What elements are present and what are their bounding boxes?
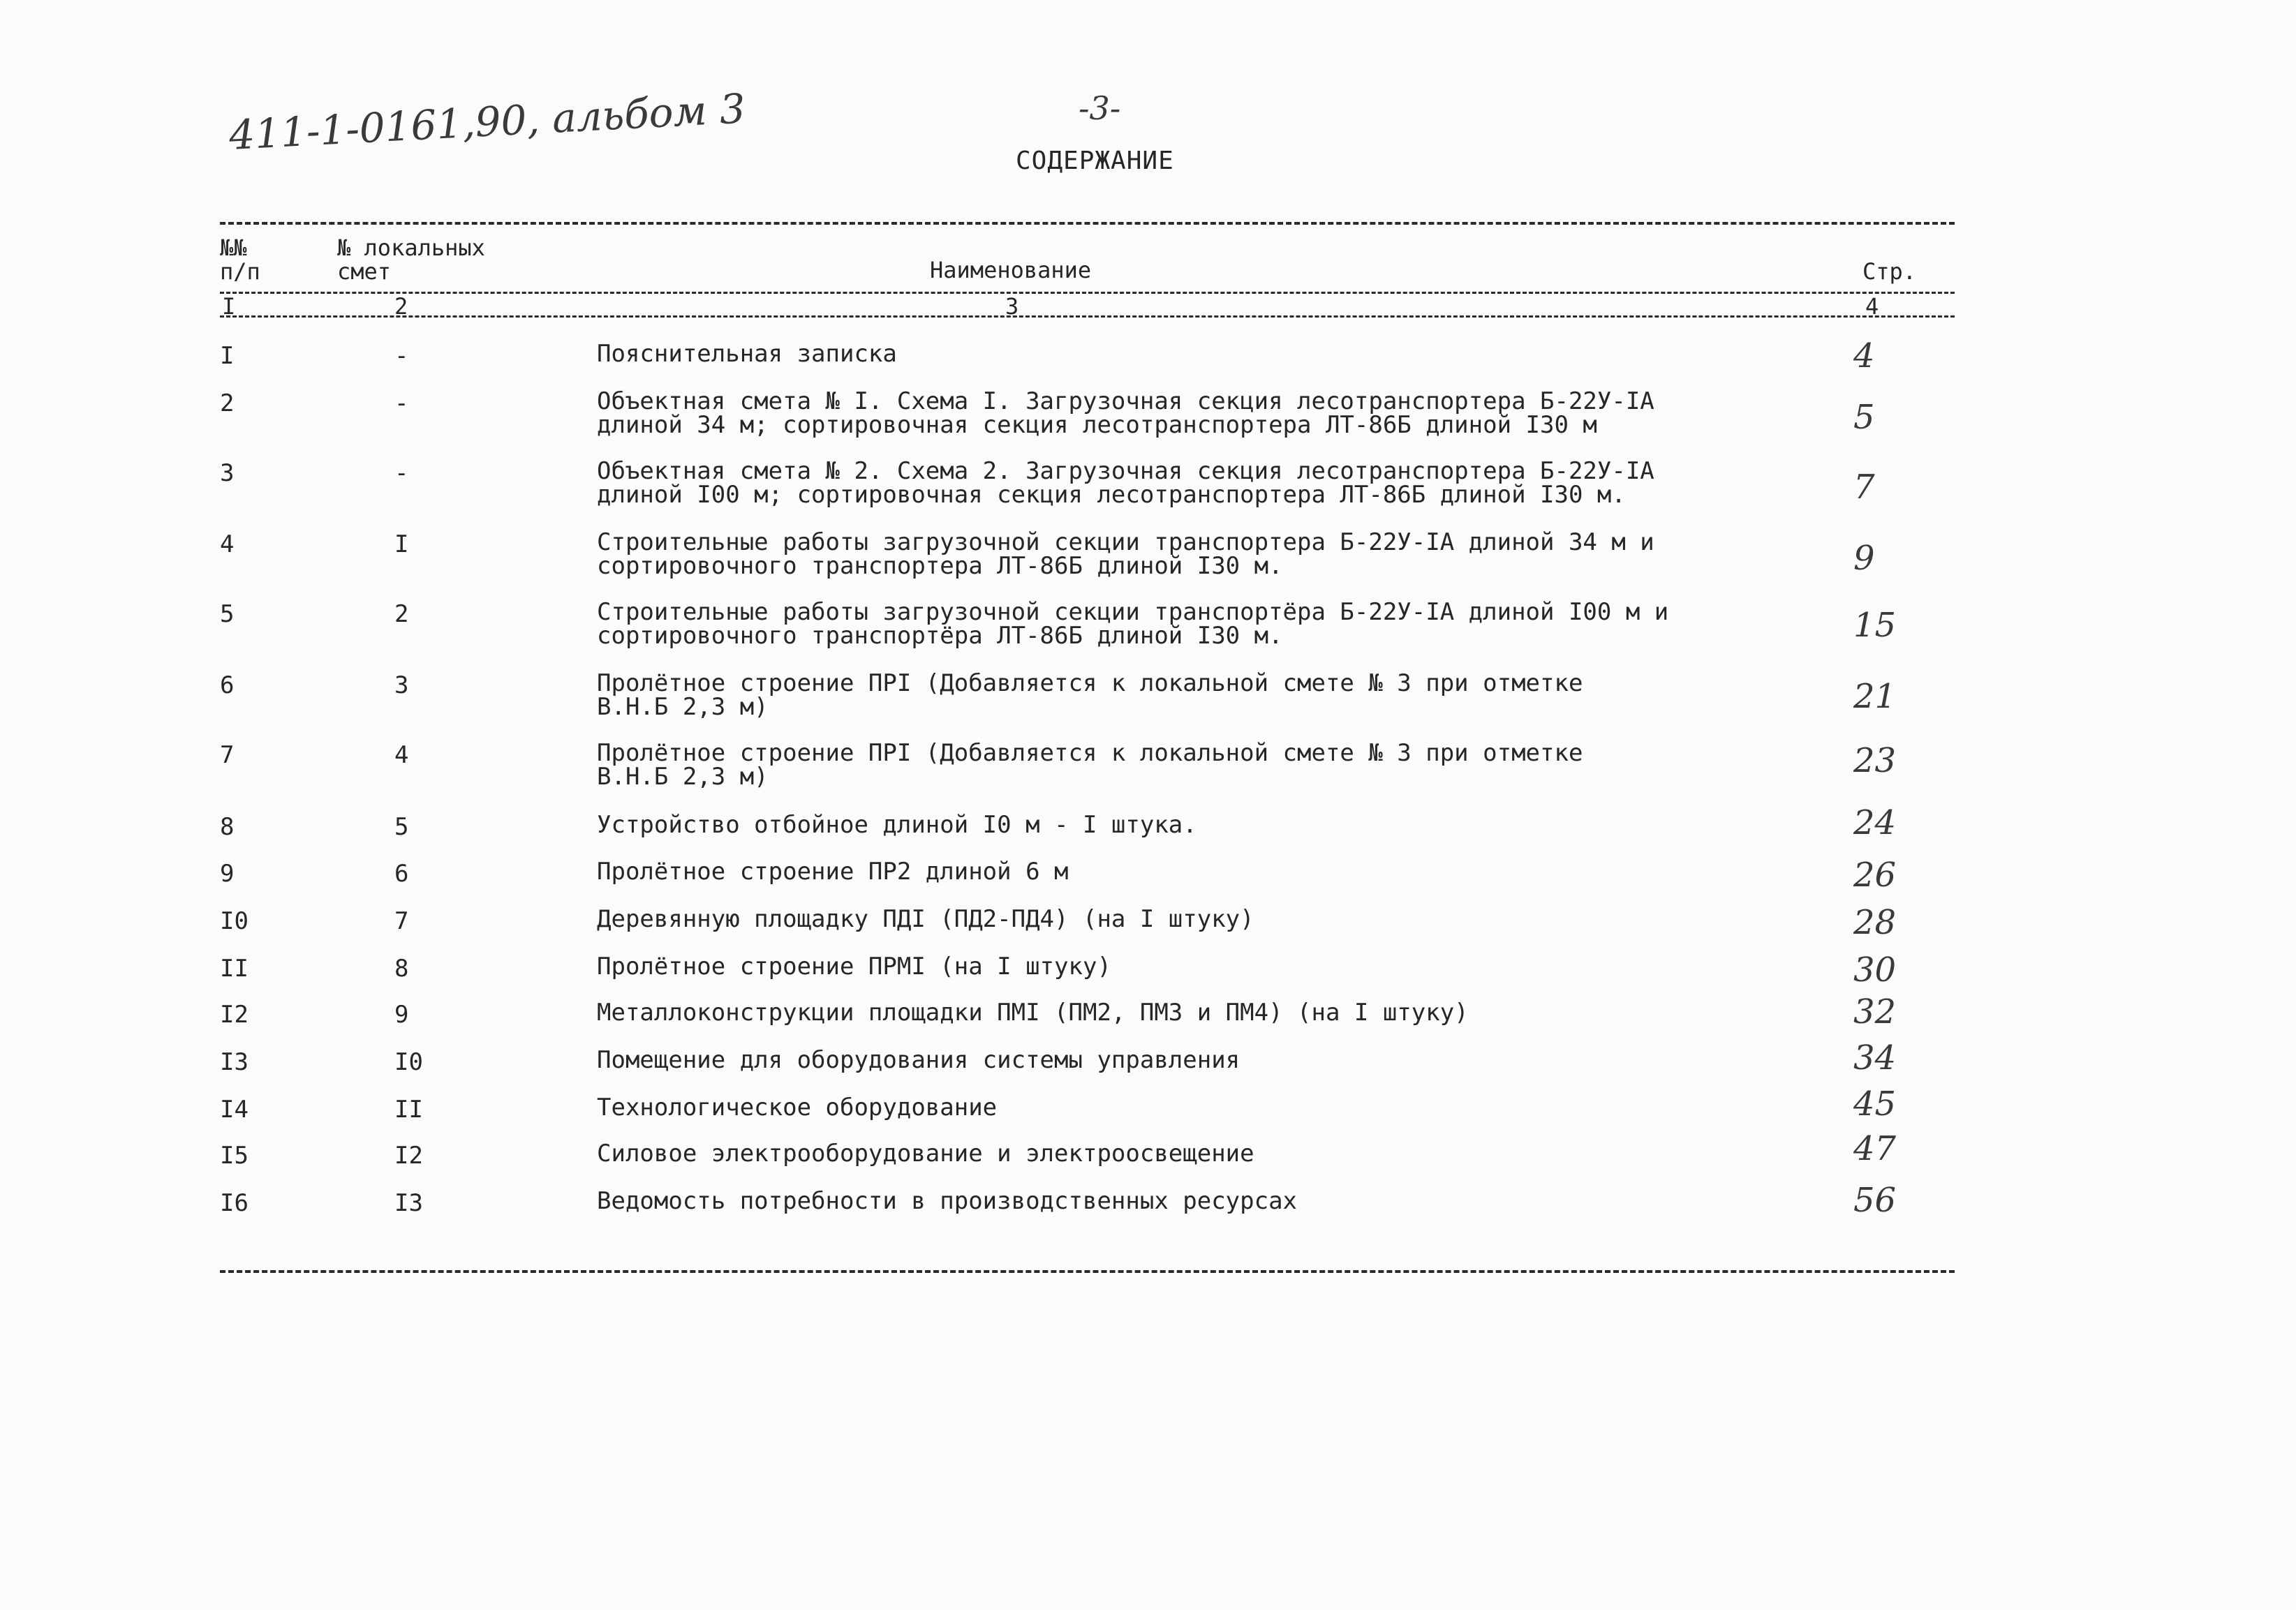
- column-header-local-line2: смет: [337, 258, 392, 285]
- row-number: I4: [220, 1096, 249, 1124]
- row-name: [597, 741, 1583, 789]
- row-local-estimate: 9: [394, 1001, 409, 1029]
- row-number: 7: [220, 741, 235, 769]
- row-local-estimate: 7: [394, 907, 409, 935]
- column-number-4: 4: [1865, 293, 1879, 320]
- column-header-page: Стр.: [1862, 258, 1917, 285]
- column-header-number: [220, 236, 260, 283]
- row-name: [597, 813, 1197, 837]
- row-name-line: Пояснительная записка: [597, 340, 897, 368]
- row-name-line: Технологическое оборудование: [597, 1094, 998, 1121]
- row-page: 15: [1853, 606, 1897, 645]
- row-number: 2: [220, 389, 235, 417]
- row-name-line: Пролётное строение ПРI (Добавляется к локальной смете № 3 при отметке: [597, 669, 1583, 697]
- row-local-estimate: -: [394, 342, 409, 370]
- row-name-line: длиной I00 м; сортировочная секция лесотранспортера ЛТ-86Б длиной I30 м.: [597, 481, 1626, 509]
- row-local-estimate: 2: [394, 600, 409, 628]
- row-number: 8: [220, 813, 235, 841]
- row-local-estimate: I2: [394, 1142, 423, 1170]
- row-number: I3: [220, 1048, 249, 1076]
- row-name: [597, 671, 1583, 719]
- row-page: 9: [1853, 539, 1875, 578]
- row-number: 5: [220, 600, 235, 628]
- document-code-handwritten: 411-1-0161,90, альбом 3: [228, 84, 747, 159]
- row-name-line: В.Н.Б 2,3 м): [597, 693, 769, 721]
- row-number: 4: [220, 530, 235, 558]
- row-local-estimate: 4: [394, 741, 409, 769]
- row-name: [597, 1048, 1240, 1072]
- row-page: 28: [1853, 903, 1897, 942]
- row-number: I2: [220, 1001, 249, 1029]
- column-header-number-line1: №№: [220, 234, 247, 261]
- row-name-line: Деревянную площадку ПДI (ПД2-ПД4) (на I штуку): [597, 905, 1254, 933]
- row-name-line: Пролётное строение ПРI (Добавляется к локальной смете № 3 при отметке: [597, 739, 1583, 767]
- row-name-line: Ведомость потребности в производственных ресурсах: [597, 1187, 1298, 1215]
- row-local-estimate: -: [394, 459, 409, 487]
- row-name-line: Пролётное строение ПР2 длиной 6 м: [597, 858, 1069, 886]
- row-page: 26: [1853, 856, 1897, 895]
- column-header-name: Наименование: [930, 257, 1092, 283]
- row-name-line: Металлоконструкции площадки ПМI (ПМ2, ПМ3 и ПМ4) (на I штуку): [597, 999, 1469, 1027]
- table-bottom-rule: [220, 1270, 1955, 1273]
- row-local-estimate: -: [394, 389, 409, 417]
- row-local-estimate: I0: [394, 1048, 423, 1076]
- row-name-line: длиной 34 м; сортировочная секция лесотранспортера ЛТ-86Б длиной I30 м: [597, 411, 1597, 439]
- row-name: [597, 530, 1654, 578]
- row-page: 23: [1853, 741, 1897, 780]
- row-name: [597, 1189, 1297, 1213]
- row-name-line: Строительные работы загрузочной секции транспортера Б-22У-IА длиной 34 м и: [597, 528, 1654, 556]
- row-local-estimate: I3: [394, 1189, 423, 1217]
- row-local-estimate: 6: [394, 860, 409, 888]
- row-name: [597, 999, 1469, 1027]
- row-number: I5: [220, 1142, 249, 1170]
- row-name: [597, 342, 897, 366]
- row-page: 45: [1853, 1084, 1897, 1124]
- header-rule: [220, 292, 1955, 294]
- row-local-estimate: 3: [394, 671, 409, 699]
- row-number: II: [220, 955, 249, 983]
- row-name-line: В.Н.Б 2,3 м): [597, 763, 769, 791]
- row-number: I: [220, 342, 235, 370]
- row-local-estimate: 5: [394, 813, 409, 841]
- row-local-estimate: II: [394, 1096, 423, 1124]
- page-number: -3-: [1079, 89, 1121, 127]
- row-number: I6: [220, 1189, 249, 1217]
- page-title: СОДЕРЖАНИЕ: [1016, 147, 1174, 175]
- row-page: 32: [1853, 992, 1897, 1031]
- column-header-local-estimate: [337, 236, 485, 283]
- column-number-2: 2: [394, 293, 408, 320]
- column-number-1: I: [222, 293, 236, 320]
- row-local-estimate: I: [394, 530, 409, 558]
- row-name-line: сортировочного транспортёра ЛТ-86Б длиной I30 м.: [597, 622, 1283, 650]
- row-page: 30: [1853, 951, 1897, 990]
- row-name-line: Устройство отбойное длиной I0 м - I штука.: [597, 811, 1197, 839]
- column-header-local-line1: № локальных: [337, 234, 485, 261]
- row-name-line: Пролётное строение ПРМI (на I штуку): [597, 953, 1111, 981]
- row-page: 21: [1853, 677, 1897, 716]
- row-name: [597, 1140, 1254, 1168]
- row-number: 9: [220, 860, 235, 888]
- row-name-line: Строительные работы загрузочной секции транспортёра Б-22У-IА длиной I00 м и: [597, 598, 1669, 626]
- row-page: 7: [1853, 468, 1875, 507]
- row-number: 3: [220, 459, 235, 487]
- row-number: 6: [220, 671, 235, 699]
- row-page: 47: [1853, 1129, 1897, 1168]
- row-name-line: Объектная смета № I. Схема I. Загрузочная секция лесотранспортера Б-22У-IА: [597, 387, 1654, 415]
- row-name: [597, 389, 1654, 437]
- row-name: [597, 907, 1254, 931]
- row-page: 5: [1853, 398, 1875, 437]
- row-name-line: сортировочного транспортера ЛТ-86Б длиной I30 м.: [597, 552, 1283, 580]
- row-name: [597, 459, 1654, 507]
- column-header-number-line2: п/п: [220, 258, 260, 285]
- row-page: 24: [1853, 803, 1897, 842]
- row-name-line: Объектная смета № 2. Схема 2. Загрузочная секция лесотранспортера Б-22У-IА: [597, 457, 1654, 485]
- row-page: 34: [1853, 1038, 1897, 1078]
- row-name: [597, 1096, 997, 1119]
- column-number-rule: [220, 315, 1955, 318]
- row-name: [597, 600, 1668, 648]
- row-name: [597, 860, 1069, 884]
- table-top-rule: [220, 222, 1955, 225]
- row-name: [597, 953, 1111, 981]
- row-name-line: Помещение для оборудования системы управления: [597, 1046, 1240, 1074]
- column-number-3: 3: [1005, 293, 1019, 320]
- row-page: 56: [1853, 1181, 1897, 1220]
- row-page: 4: [1853, 336, 1875, 375]
- row-number: I0: [220, 907, 249, 935]
- row-name-line: Силовое электрооборудование и электроосвещение: [597, 1140, 1254, 1168]
- row-local-estimate: 8: [394, 955, 409, 983]
